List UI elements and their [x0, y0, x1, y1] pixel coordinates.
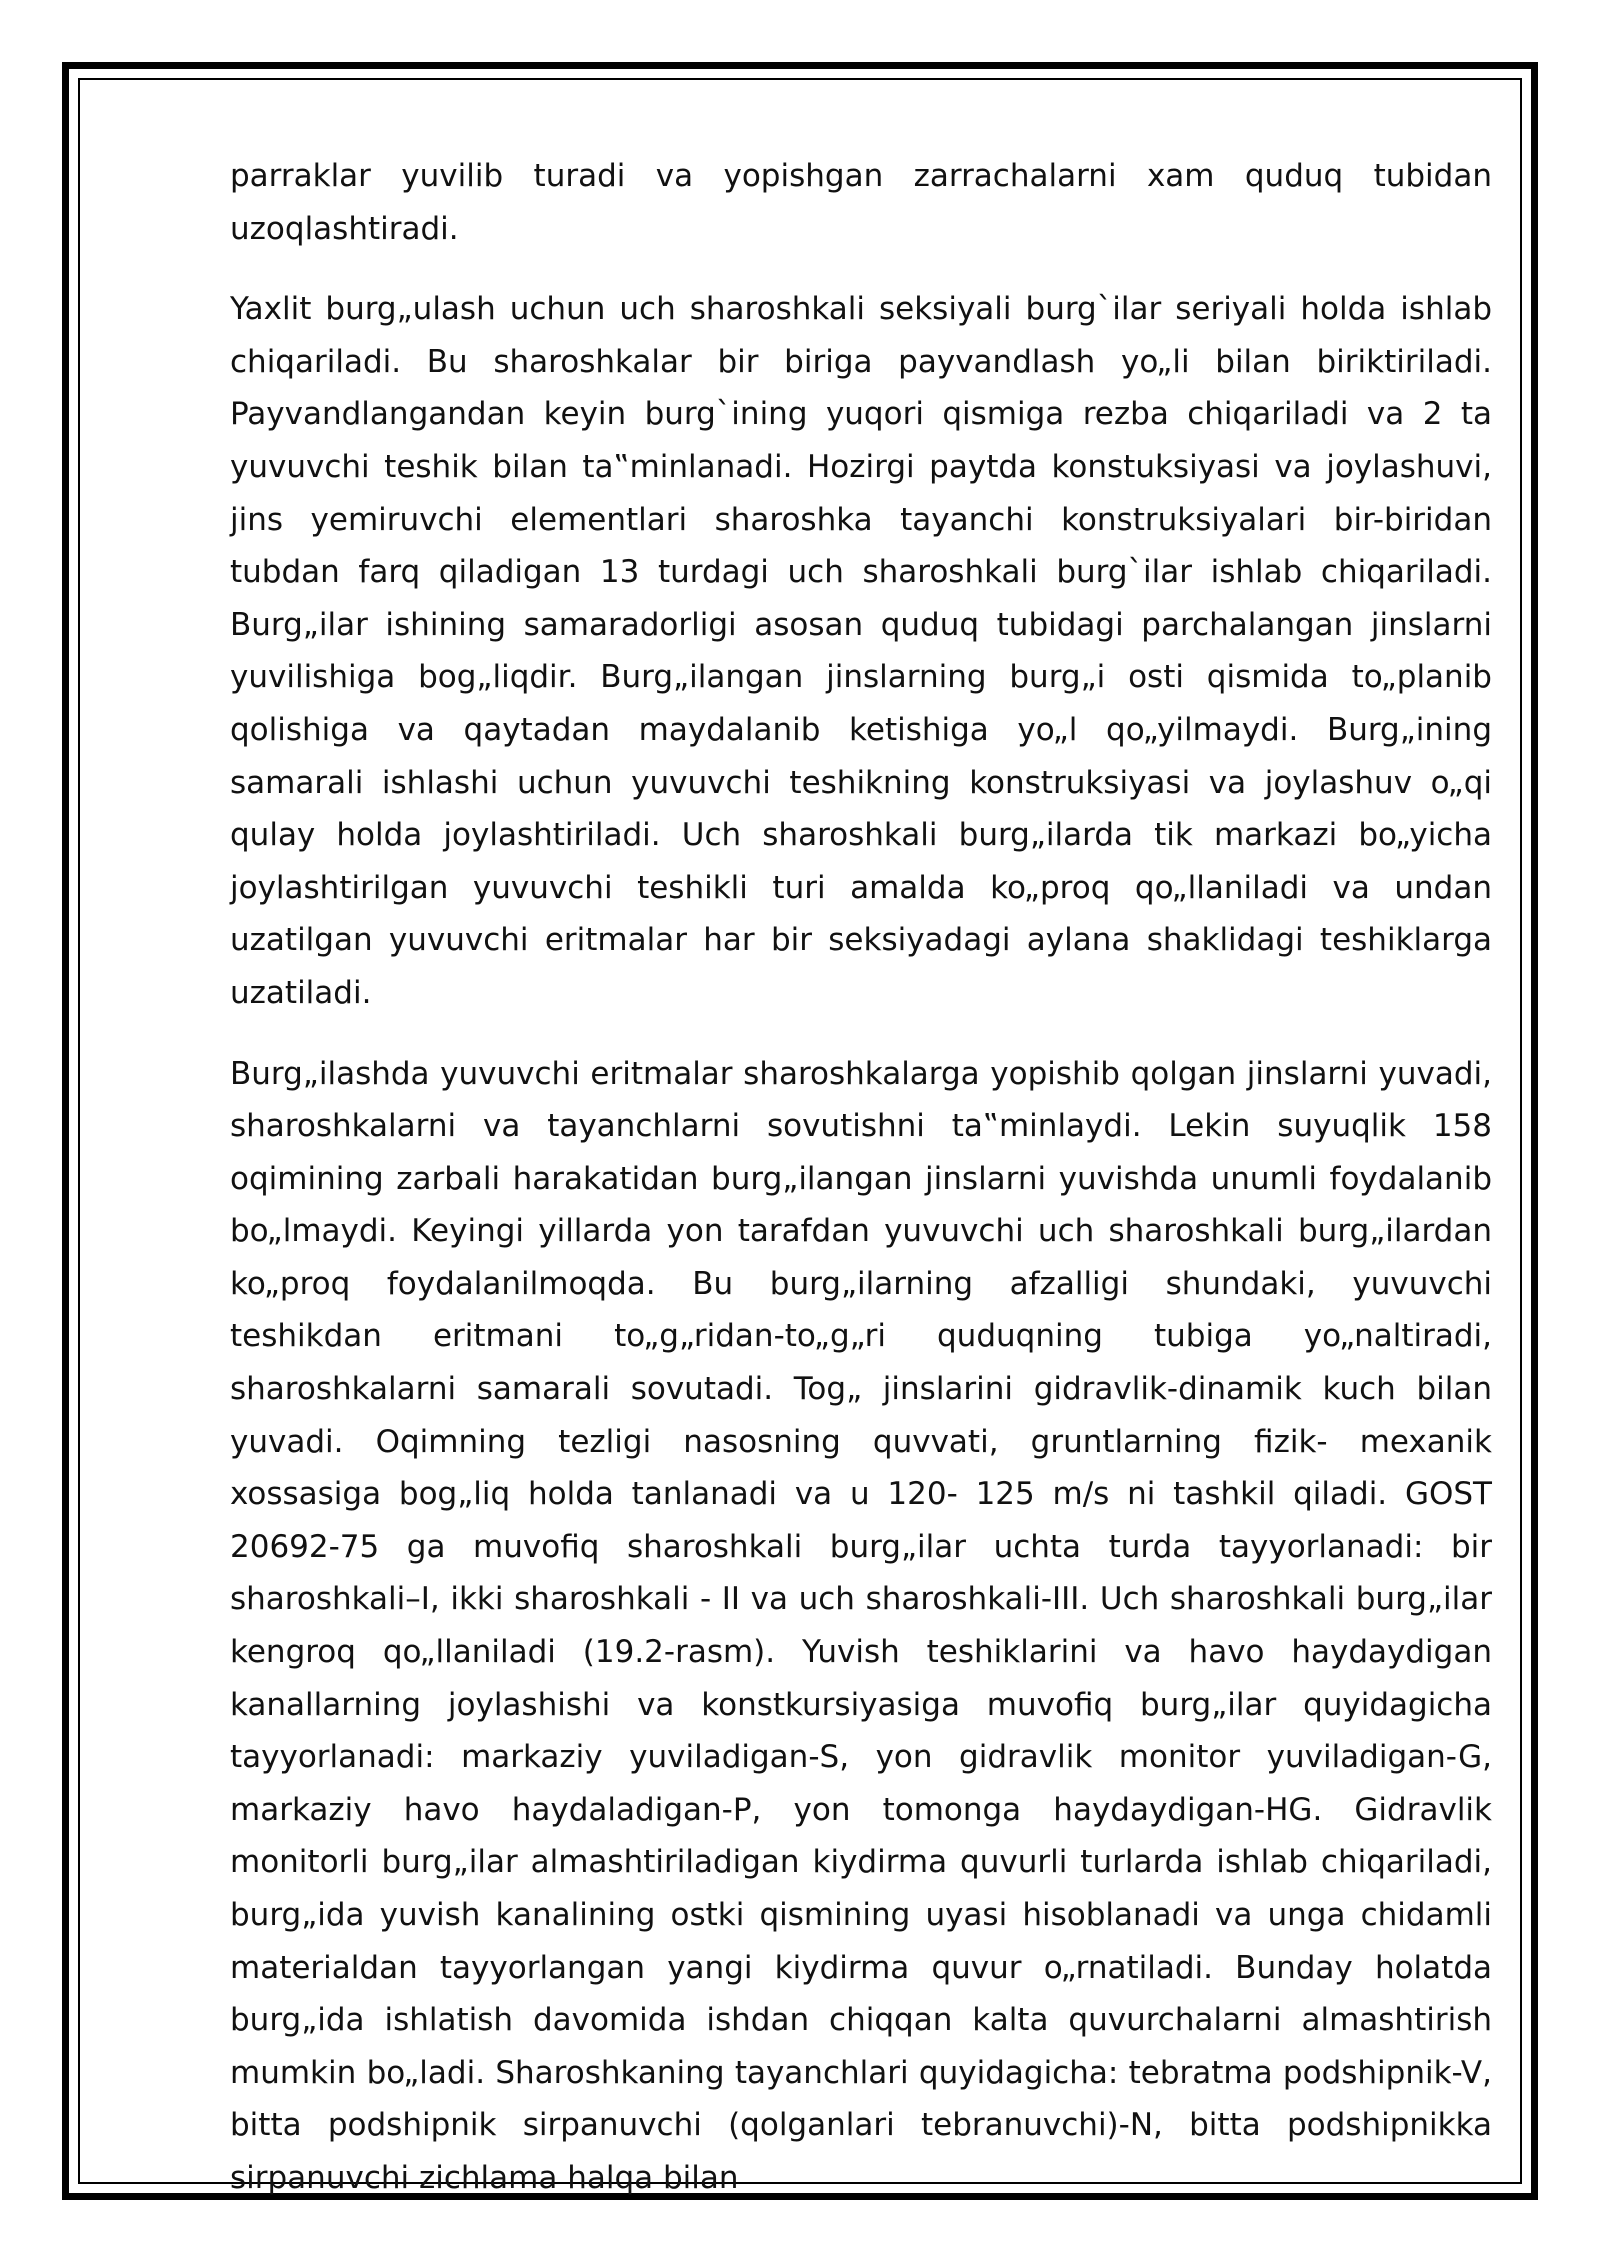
document-body: [230, 150, 1492, 2233]
paragraph-2: Yaxlit burg„ulash uchun uch sharoshkali seksiyali burg`ilar seriyali holda ishlab chiqariladi. Bu sharoshkalar bir biriga payvandlash yo„li bilan biriktiriladi. Payvandlangandan keyin burg`ining yuqori qismiga rezba chiqariladi va 2 ta yuvuvchi teshik bilan ta‟minlanadi. Hozirgi paytda konstuksiyasi va joylashuvi, jins yemiruvchi elementlari sharoshka tayanchi konstruksiyalari bir-biridan tubdan farq qiladigan 13 turdagi uch sharoshkali burg`ilar ishlab chiqariladi. Burg„ilar ishining samaradorligi asosan quduq tubidagi parchalangan jinslarni yuvilishiga bog„liqdir. Burg„ilangan jinslarning burg„i osti qismida to„planib qolishiga va qaytadan maydalanib ketishiga yo„l qo„yilmaydi. Burg„ining samarali ishlashi uchun yuvuvchi teshikning konstruksiyasi va joylashuv o„qi qulay holda joylashtiriladi. Uch sharoshkali burg„ilarda tik markazi bo„yicha joylashtirilgan yuvuvchi teshikli turi amalda ko„proq qo„llaniladi va undan uzatilgan yuvuvchi eritmalar har bir seksiyadagi aylana shaklidagi teshiklarga uzatiladi.: [230, 291, 1492, 1011]
paragraph-1: parraklar yuvilib turadi va yopishgan zarrachalarni xam quduq tubidan uzoqlashtiradi.: [230, 158, 1492, 247]
paragraph-3: Burg„ilashda yuvuvchi eritmalar sharoshkalarga yopishib qolgan jinslarni yuvadi, sharoshkalarni va tayanchlarni sovutishni ta‟minlaydi. Lekin suyuqlik 158 oqimining zarbali harakatidan burg„ilangan jinslarni yuvishda unumli foydalanib bo„lmaydi. Keyingi yillarda yon tarafdan yuvuvchi uch sharoshkali burg„ilardan ko„proq foydalanilmoqda. Bu burg„ilarning afzalligi shundaki, yuvuvchi teshikdan eritmani to„g„ridan-to„g„ri quduqning tubiga yo„naltiradi, sharoshkalarni samarali sovutadi. Tog„ jinslarini gidravlik-dinamik kuch bilan yuvadi. Oqimning tezligi nasosning quvvati, gruntlarning fizik- mexanik xossasiga bog„liq holda tanlanadi va u 120- 125 m/s ni tashkil qiladi. GOST 20692-75 ga muvofiq sharoshkali burg„ilar uchta turda tayyorlanadi: bir sharoshkali–I, ikki sharoshkali - II va uch sharoshkali-III. Uch sharoshkali burg„ilar kengroq qo„llaniladi (19.2-rasm). Yuvish teshiklarini va havo haydaydigan kanallarning joylashishi va konstkursiyasiga muvofiq burg„ilar quyidagicha tayyorlanadi: markaziy yuviladigan-S, yon gidravlik monitor yuviladigan-G, markaziy havo haydaladigan-P, yon tomonga haydaydigan-HG. Gidravlik monitorli burg„ilar almashtiriladigan kiydirma quvurli turlarda ishlab chiqariladi, burg„ida yuvish kanalining ostki qismining uyasi hisoblanadi va unga chidamli materialdan tayyorlangan yangi kiydirma quvur o„rnatiladi. Bunday holatda burg„ida ishlatish davomida ishdan chiqqan kalta quvurchalarni almashtirish mumkin bo„ladi. Sharoshkaning tayanchlari quyidagicha: tebratma podshipnik-V, bitta podshipnik sirpanuvchi (qolganlari tebranuvchi)-N, bitta podshipnikka sirpanuvchi zichlama halqa bilan: [230, 1055, 1492, 2196]
